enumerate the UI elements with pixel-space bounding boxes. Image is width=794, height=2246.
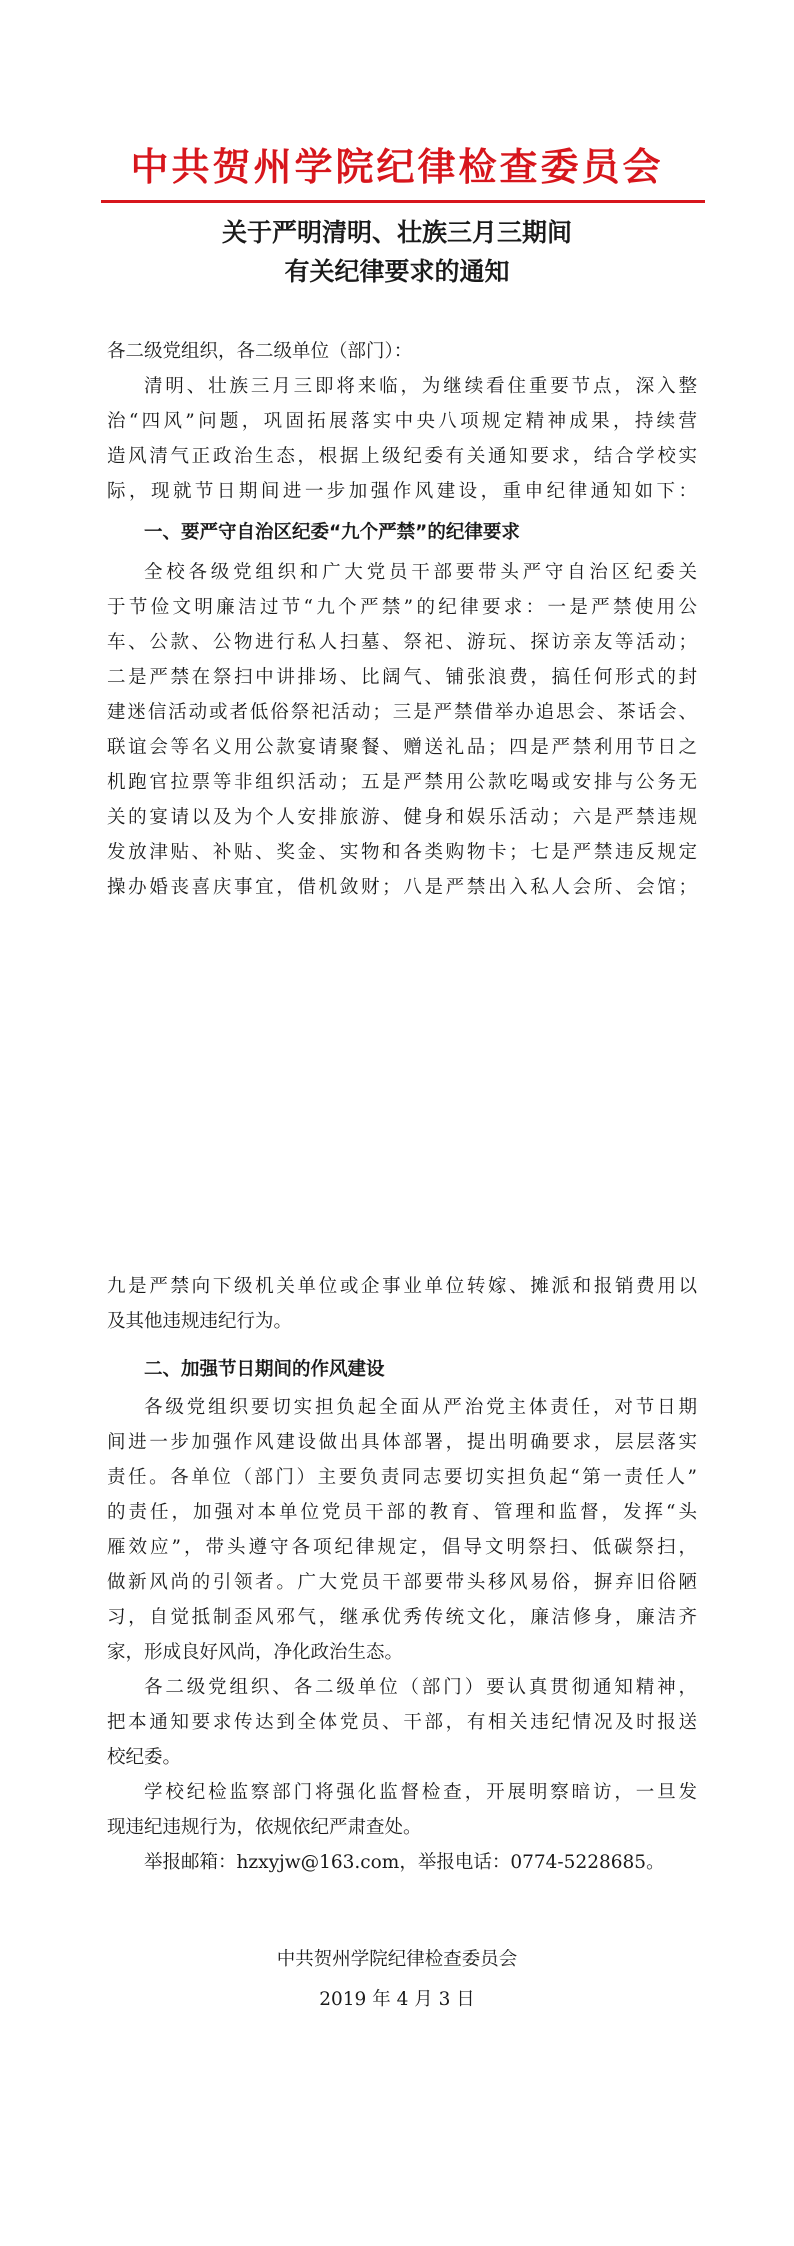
section-2-paragraph-3 — [107, 1775, 697, 1845]
paragraph-line: 现违纪违规行为，依规依纪严肃查处。 — [107, 1817, 422, 1838]
header-org-title: 中共贺州学院纪律检查委员会 — [130, 145, 664, 189]
paragraph-line: 家，形成良好风尚，净化政治生态。 — [107, 1642, 404, 1663]
section-1-heading: 一、要严守自治区纪委“九个严禁”的纪律要求 — [144, 522, 520, 543]
report-contact-text: 举报邮箱：hzxyjw@163.com，举报电话：0774-5228685。 — [144, 1852, 665, 1873]
paragraph-line: 把本通知要求传达到全体党员、干部，有相关违纪情况及时报送 — [107, 1712, 697, 1733]
section-2-paragraph-2 — [107, 1670, 697, 1775]
intro-paragraph — [107, 369, 697, 509]
notice-title-line-2: 有关纪律要求的通知 — [284, 257, 510, 286]
section-2-paragraph-1 — [107, 1390, 697, 1670]
paragraph-line: 关的宴请以及为个人安排旅游、健身和娱乐活动；六是严禁违规 — [107, 807, 697, 828]
signature-date: 2019 年 4 月 3 日 — [319, 1989, 475, 2010]
paragraph-line: 各级党组织要切实担负起全面从严治党主体责任，对节日期 — [144, 1397, 697, 1418]
paragraph-line: 的责任，加强对本单位党员干部的教育、管理和监督，发挥“头 — [107, 1502, 697, 1523]
paragraph-line: 造风清气正政治生态，根据上级纪委有关通知要求，结合学校实 — [107, 446, 697, 467]
paragraph-line: 学校纪检监察部门将强化监督检查，开展明察暗访，一旦发 — [144, 1782, 697, 1803]
salutation — [107, 334, 697, 369]
paragraph-line: 二是严禁在祭扫中讲排场、比阔气、铺张浪费，搞任何形式的封 — [107, 667, 697, 688]
signature-block — [0, 1940, 794, 2020]
paragraph-line: 联谊会等名义用公款宴请聚餐、赠送礼品；四是严禁利用节日之 — [107, 737, 697, 758]
paragraph-line: 及其他违规违纪行为。 — [107, 1311, 293, 1332]
paragraph-line: 各二级党组织、各二级单位（部门）要认真贯彻通知精神， — [144, 1677, 697, 1698]
paragraph-line: 机跑官拉票等非组织活动；五是严禁用公款吃喝或安排与公务无 — [107, 772, 697, 793]
salutation-text: 各二级党组织，各二级单位（部门）： — [107, 341, 413, 362]
section-1-body — [107, 555, 697, 905]
paragraph-line: 际，现就节日期间进一步加强作风建设，重申纪律通知如下： — [107, 481, 697, 502]
paragraph-line: 建迷信活动或者低俗祭祀活动；三是严禁借举办追思会、茶话会、 — [107, 702, 697, 723]
paragraph-line: 于节俭文明廉洁过节“九个严禁”的纪律要求：一是严禁使用公 — [107, 597, 697, 618]
signature-org: 中共贺州学院纪律检查委员会 — [276, 1949, 518, 1970]
paragraph-line: 九是严禁向下级机关单位或企事业单位转嫁、摊派和报销费用以 — [107, 1276, 697, 1297]
header-red-rule — [101, 200, 705, 203]
paragraph-line: 操办婚丧喜庆事宜，借机敛财；八是严禁出入私人会所、会馆； — [107, 877, 697, 898]
section-1-body-continued — [107, 1269, 697, 1339]
paragraph-line: 习，自觉抵制歪风邪气，继承优秀传统文化，廉洁修身，廉洁齐 — [107, 1607, 697, 1628]
notice-title — [0, 213, 794, 291]
paragraph-line: 发放津贴、补贴、奖金、实物和各类购物卡；七是严禁违反规定 — [107, 842, 697, 863]
paragraph-line: 责任。各单位（部门）主要负责同志要切实担负起“第一责任人” — [107, 1467, 697, 1488]
paragraph-line: 全校各级党组织和广大党员干部要带头严守自治区纪委关 — [144, 562, 697, 583]
paragraph-line: 间进一步加强作风建设做出具体部署，提出明确要求，层层落实 — [107, 1432, 697, 1453]
report-contact — [107, 1845, 697, 1880]
section-2-heading: 二、加强节日期间的作风建设 — [144, 1359, 385, 1380]
notice-title-line-1: 关于严明清明、壮族三月三期间 — [221, 218, 572, 247]
paragraph-line: 雁效应”，带头遵守各项纪律规定，倡导文明祭扫、低碳祭扫， — [107, 1537, 697, 1558]
paragraph-line: 清明、壮族三月三即将来临，为继续看住重要节点，深入整 — [144, 376, 697, 397]
paragraph-line: 校纪委。 — [107, 1747, 182, 1768]
paragraph-line: 治“四风”问题，巩固拓展落实中央八项规定精神成果，持续营 — [107, 411, 697, 432]
paragraph-line: 做新风尚的引领者。广大党员干部要带头移风易俗，摒弃旧俗陋 — [107, 1572, 697, 1593]
paragraph-line: 车、公款、公物进行私人扫墓、祭祀、游玩、探访亲友等活动； — [107, 632, 697, 653]
